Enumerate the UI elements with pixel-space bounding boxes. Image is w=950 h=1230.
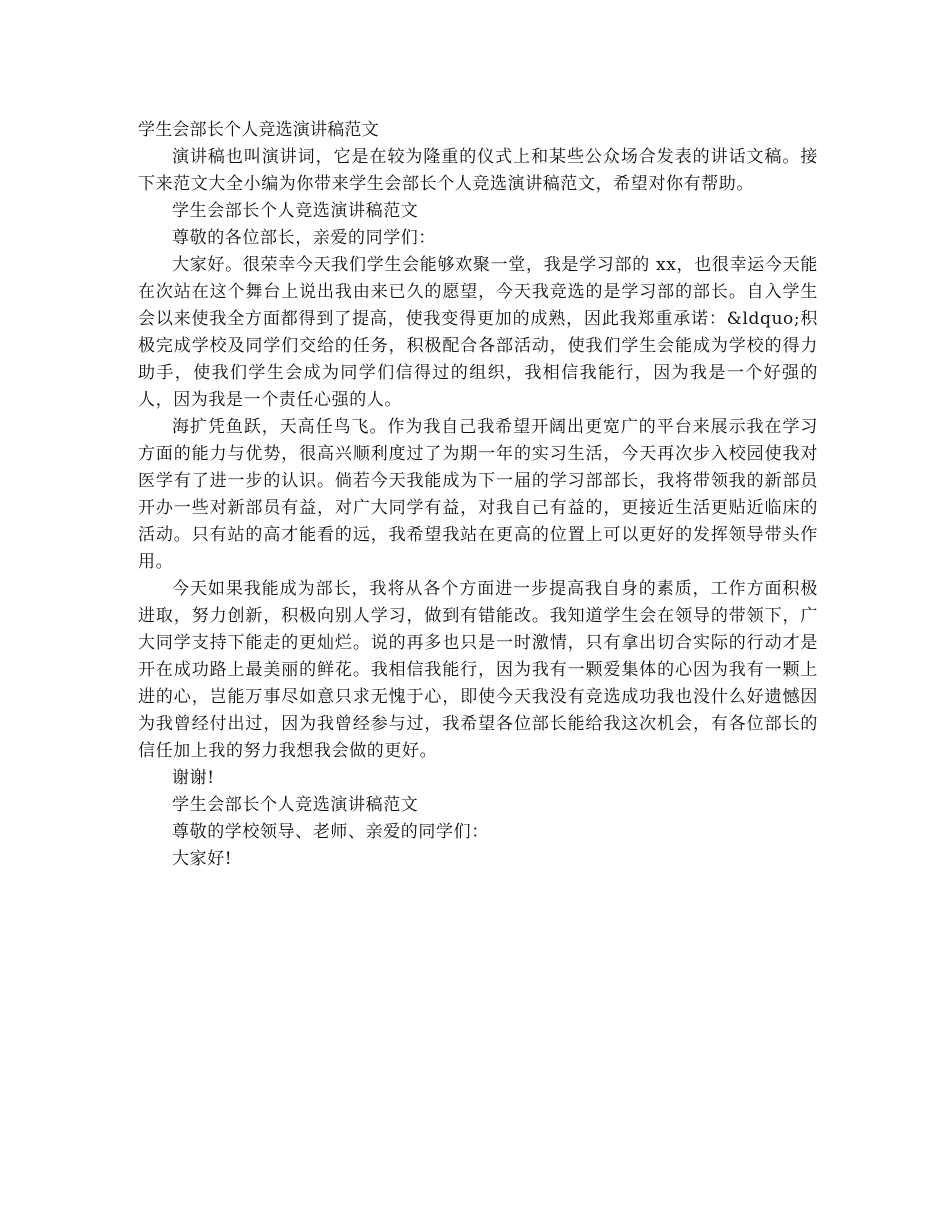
- intro-paragraph: 演讲稿也叫演讲词，它是在较为隆重的仪式上和某些公众场合发表的讲话文稿。接下来范文大全小编为你带来学生会部长个人竞选演讲稿范文，希望对你有帮助。: [138, 147, 818, 194]
- body-paragraph: 今天如果我能成为部长，我将从各个方面进一步提高我自身的素质，工作方面积极进取，努力创新，积极向别人学习，做到有错能改。我知道学生会在领导的带领下，广大同学支持下能走的更灿烂。说的再多也只是一时激情，只有拿出切合实际的行动才是开在成功路上最美丽的鲜花。我相信我能行，因为我有一颗爱集体的心因为我有一颗上进的心，岂能万事尽如意只求无愧于心，即使今天我没有竞选成功我也没什么好遗憾因为我曾经付出过，因为我曾经参与过，我希望各位部长能给我这次机会，有各位部长的信任加上我的努力我想我会做的更好。: [138, 579, 818, 761]
- greeting: 大家好!: [172, 849, 233, 869]
- document-page: [138, 117, 818, 873]
- body-paragraph: 海扩凭鱼跃，天高任鸟飞。作为我自己我希望开阔出更宽广的平台来展示我在学习方面的能力与优势，很高兴顺利度过了为期一年的实习生活，今天再次步入校园使我对医学有了进一步的认识。倘若今天我能成为下一届的学习部部长，我将带领我的新部员开办一些对新部员有益，对广大同学有益，对我自己有益的，更接近生活更贴近临床的活动。只有站的高才能看的远，我希望我站在更高的位置上可以更好的发挥领导带头作用。: [138, 417, 818, 572]
- salutation: 尊敬的学校领导、老师、亲爱的同学们：: [172, 822, 489, 842]
- document-title: 学生会部长个人竞选演讲稿范文: [138, 120, 379, 140]
- section-heading: 学生会部长个人竞选演讲稿范文: [172, 201, 419, 221]
- salutation: 尊敬的各位部长，亲爱的同学们：: [172, 228, 436, 248]
- closing-thanks: 谢谢!: [172, 768, 215, 788]
- body-paragraph: 大家好。很荣幸今天我们学生会能够欢聚一堂，我是学习部的 xx，也很幸运今天能在次站在这个舞台上说出我由来已久的愿望，今天我竞选的是学习部的部长。自入学生会以来使我全方面都得到了提高，使我变得更加的成熟，因此我郑重承诺：&ldquo;积极完成学校及同学们交给的任务，积极配合各部活动，使我们学生会能成为学校的得力助手，使我们学生会成为同学们信得过的组织，我相信我能行，因为我是一个好强的人，因为我是一个责任心强的人。: [138, 255, 818, 410]
- section-heading: 学生会部长个人竞选演讲稿范文: [172, 795, 419, 815]
